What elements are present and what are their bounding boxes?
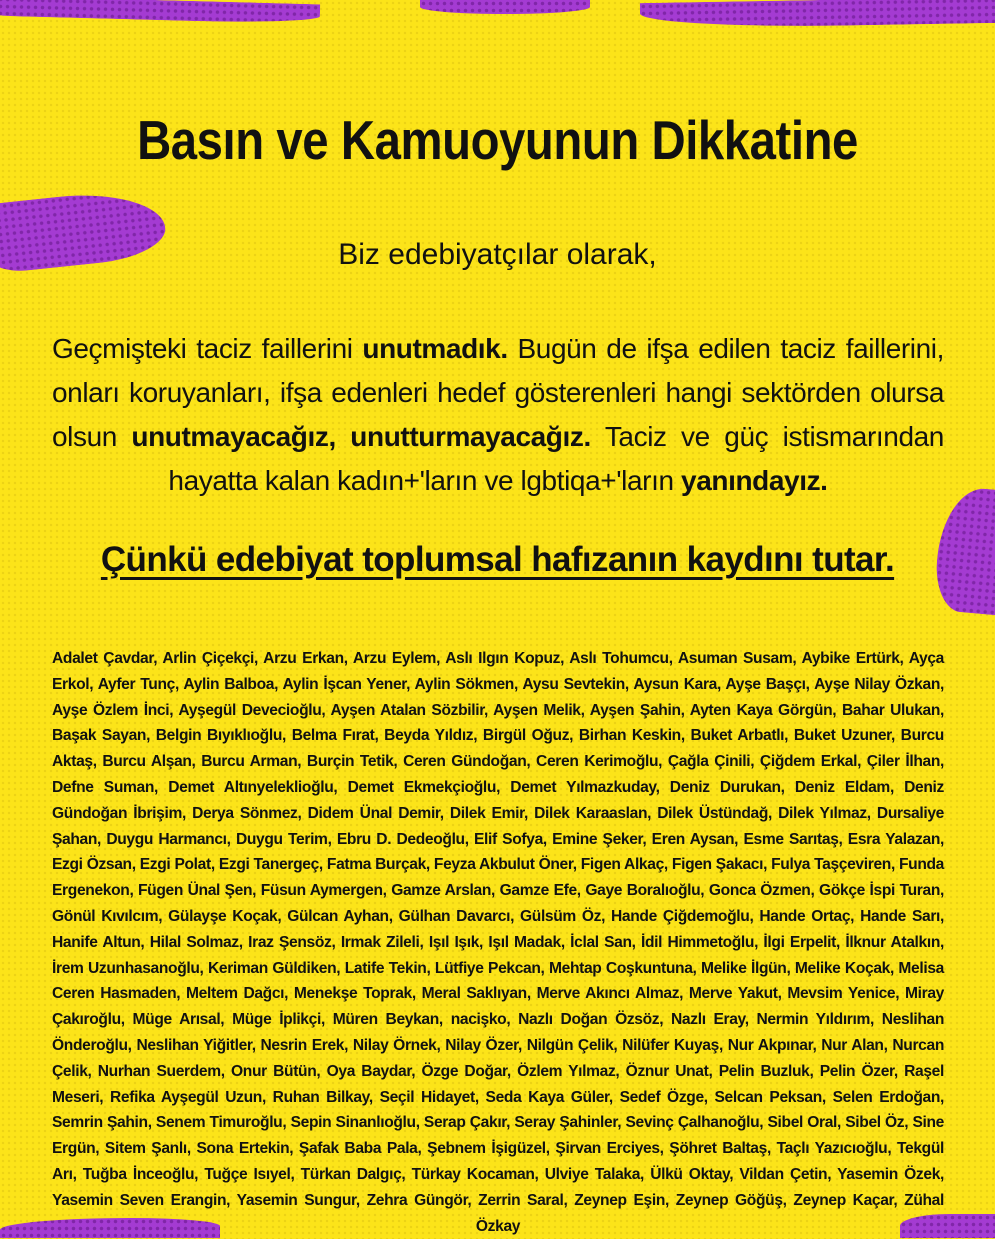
statement-text: Bugün de ifşa edilen taciz faillerini, onları koruyanları, ifşa edenleri hedef gösterenleri hangi sektörden olursa olsun bbox=[52, 333, 945, 452]
statement-paragraph bbox=[52, 327, 944, 503]
statement-emphasis: unutmayacağız, unutturmayacağız. bbox=[131, 421, 591, 452]
purple-paint-stroke bbox=[0, 0, 320, 24]
page-title: Basın ve Kamuoyunun Dikkatine bbox=[137, 109, 858, 171]
purple-paint-stroke bbox=[640, 0, 995, 29]
statement-emphasis: yanındayız. bbox=[681, 465, 828, 496]
motto-heading: Çünkü edebiyat toplumsal hafızanın kaydını tutar. bbox=[100, 540, 895, 579]
signatories-list: Adalet Çavdar, Arlin Çiçekçi, Arzu Erkan, Arzu Eylem, Aslı Ilgın Kopuz, Aslı Tohumcu, Asuman Susam, Aybike Ertürk, Ayça Erkol, Ayfer Tunç, Aylin Balboa, Aylin İşcan Yener, Aylin Sökmen, Aysu Sevtekin, Aysun Kara, Ayşe Başçı, Ayşe Nilay Özkan, Ayşe Özlem İnci, Ayşegül Devecioğlu, Ayşen Atalan Sözbilir, Ayşen Melik, Ayşen Şahin, Ayten Kaya Görgün, Bahar Ulukan, Başak Sayan, Belgin Bıyıklıoğlu, Belma Fırat, Beyda Yıldız, Birgül Oğuz, Birhan Keskin, Buket Arbatlı, Buket Uzuner, Burcu Aktaş, Burcu Alşan, Burcu Arman, Burçin Tetik, Ceren Gündoğan, Ceren Kerimoğlu, Çağla Çinili, Çiğdem Erkal, Çiler İlhan, Defne Suman, Demet Altınyeleklioğlu, Demet Ekmekçioğlu, Demet Yılmazkuday, Deniz Durukan, Deniz Eldam, Deniz Gündoğan İbrişim, Derya Sönmez, Didem Ünal Demir, Dilek Emir, Dilek Karaaslan, Dilek Üstündağ, Dilek Yılmaz, Dursaliye Şahan, Duygu Harmancı, Duygu Terim, Ebru D. Dedeoğlu, Elif Sofya, Emine Şeker, Eren Aysan, Esme Sarıtaş, Esra Yalazan, Ezgi Özsan, Ezgi Polat, Ezgi Tanergeç, Fatma Burçak, Feyza Akbulut Öner, Figen Alkaç, Figen Şakacı, Fulya Taşçeviren, Funda Ergenekon, Fügen Ünal Şen, Füsun Aymergen, Gamze Arslan, Gamze Efe, Gaye Boralıoğlu, Gonca Özmen, Gökçe İspi Turan, Gönül Kıvılcım, Gülayşe Koçak, Gülcan Ayhan, Gülhan Davarcı, Gülsüm Öz, Hande Çiğdemoğlu, Hande Ortaç, Hande Sarı, Hanife Altun, Hilal Solmaz, Iraz Şensöz, Irmak Zileli, Işıl Işık, Işıl Madak, İclal San, İdil Himmetoğlu, İlgi Erpelit, İlknur Atalkın, İrem Uzunhasanoğlu, Keriman Güldiken, Latife Tekin, Lütfiye Pekcan, Mehtap Coşkuntuna, Melike İlgün, Melike Koçak, Melisa Ceren Hasmaden, Meltem Dağcı, Menekşe Toprak, Meral Saklıyan, Merve Akıncı Almaz, Merve Yakut, Mevsim Yenice, Miray Çakıroğlu, Müge Arısal, Müge İplikçi, Müren Beykan, nacişko, Nazlı Doğan Özsöz, Nazlı Eray, Nermin Yıldırım, Neslihan Önderoğlu, Neslihan Yiğitler, Nesrin Erek, Nilay Örnek, Nilay Özer, Nilgün Çelik, Nilüfer Kuyaş, Nur Akpınar, Nur Alan, Nurcan Çelik, Nurhan Suerdem, Onur Bütün, Oya Baydar, Özge Doğar, Özlem Yılmaz, Öznur Unat, Pelin Buzluk, Pelin Özer, Raşel Meseri, Refika Ayşegül Uzun, Ruhan Bilkay, Seçil Hidayet, Seda Kaya Güler, Sedef Özge, Selcan Peksan, Selen Erdoğan, Semrin Şahin, Senem Timuroğlu, Sepin Sinanlıoğlu, Serap Çakır, Seray Şahinler, Sevinç Çalhanoğlu, Sibel Oral, Sibel Öz, Sine Ergün, Sitem Şanlı, Sona Ertekin, Şafak Baba Pala, Şebnem İşigüzel, Şirvan Erciyes, Şöhret Baltaş, Taçlı Yazıcıoğlu, Tekgül Arı, Tuğba İnceoğlu, Tuğçe Isıyel, Türkan Dalgıç, Türkay Kocaman, Ulviye Talaka, Ülkü Oktay, Vildan Çetin, Yasemin Özek, Yasemin Seven Erangin, Yasemin Sungur, Zehra Güngör, Zerrin Saral, Zeynep Eşin, Zeynep Göğüş, Zeynep Kaçar, Zühal Özkay bbox=[52, 650, 944, 1235]
statement-text: Taciz ve güç istismarından hayatta kalan kadın+'ların ve lgbtiqa+'ların bbox=[168, 421, 944, 496]
purple-paint-stroke bbox=[420, 0, 590, 14]
statement-emphasis: unutmadık. bbox=[362, 333, 508, 364]
statement-text: Geçmişteki taciz faillerini bbox=[52, 333, 363, 364]
intro-line: Biz edebiyatçılar olarak, bbox=[338, 238, 657, 271]
